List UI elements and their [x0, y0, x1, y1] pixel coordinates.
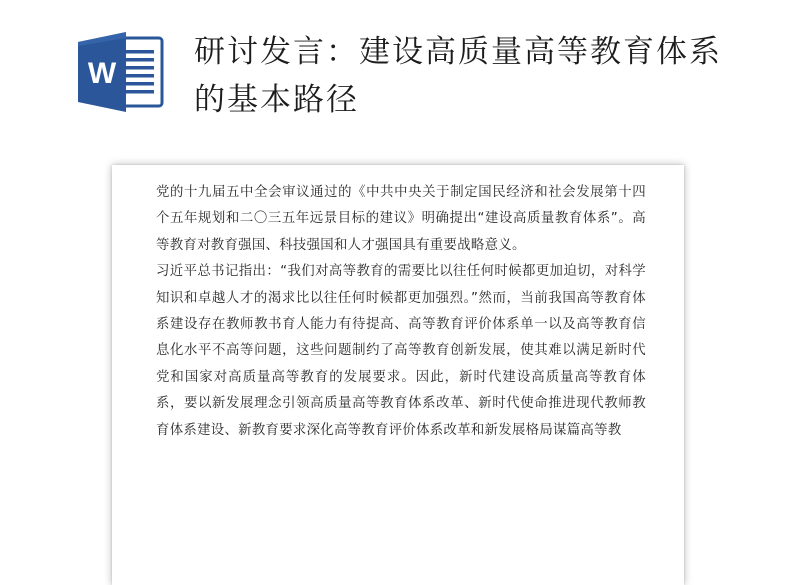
paragraph: 党的十九届五中全会审议通过的《中共中央关于制定国民经济和社会发展第十四个五年规划和二〇三五年远景目标的建议》明确提出“建设高质量教育体系”。高等教育对教育强国、科技强国和人才强国具有重要战略意义。: [156, 185, 646, 253]
word-icon-letter: W: [87, 57, 117, 90]
document-page: [112, 165, 684, 585]
paragraph: 习近平总书记指出：“我们对高等教育的需要比以往任何时候都更加迫切，对科学知识和卓越人才的渴求比以往任何时候都更加强烈。”然而，当前我国高等教育体系建设存在教师教书育人能力有待提高、高等教育评价体系单一以及高等教育信息化水平不高等问题，这些问题制约了高等教育创新发展，使其难以满足新时代党和国家对高质量高等教育的发展要求。因此，新时代建设高质量高等教育体系，要以新发展理念引领高质量高等教育体系改革、新时代使命推进现代教师教育体系建设、新教育要求深化高等教育评价体系改革和新发展格局谋篇高等教: [156, 264, 646, 438]
page-title: 研讨发言：建设高质量高等教育体系的基本路径: [194, 34, 722, 118]
header: [0, 0, 800, 150]
document-body: [156, 180, 646, 444]
word-document-icon: [76, 32, 164, 112]
